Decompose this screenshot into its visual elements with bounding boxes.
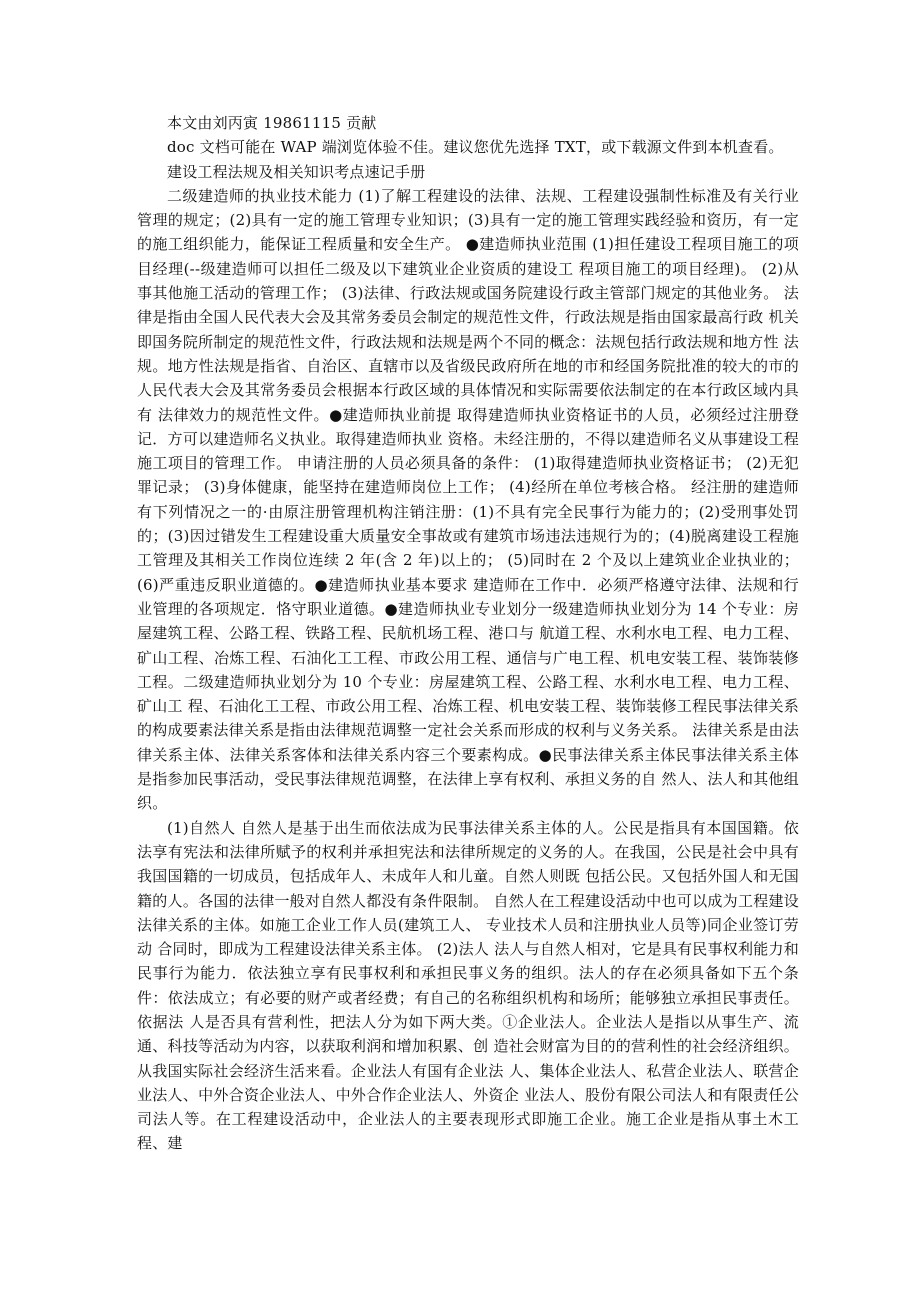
contributor-line: 本文由刘丙寅 19861115 贡献 bbox=[167, 114, 377, 132]
format-notice: doc 文档可能在 WAP 端浏览体验不佳。建议您优先选择 TXT，或下载源文件到本机查看。 bbox=[167, 138, 784, 157]
body-paragraph: 二级建造师的执业技术能力 (1)了解工程建设的法律、法规、工程建设强制性标准及有关行业管理的规定；(2)具有一定的施工管理专业知识；(3)具有一定的施工管理实践经验和资历，有一定的施工组织能力，能保证工程质量和安全生产。 ●建造师执业范围 (1)担任建设工程项目施工的项目经理(--级建造师可以担任二级及以下建筑业企业资质的建设工 程项目施工的项目经理)。 (2)从事其他施工活动的管理工作； (3)法律、行政法规或国务院建设行政主管部门规定的其他业务。 法律是指由全国人民代表大会及其常务委员会制定的规范性文件，行政法规是指由国家最高行政 机关即国务院所制定的规范性文件，行政法规和法规是两个不同的概念：法规包括行政法规和地方性 法规。地方性法规是指省、自治区、直辖市以及省级民政府所在地的市和经国务院批准的较大的市的人民代表大会及其常务委员会根据本行政区域的具体情况和实际需要依法制定的在本行政区域内具有 法律效力的规范性文件。●建造师执业前提 取得建造师执业资格证书的人员，必须经过注册登记．方可以建造师名义执业。取得建造师执业 资格。未经注册的，不得以建造师名义从事建设工程施工项目的管理工作。 申请注册的人员必须具备的条件： (1)取得建造师执业资格证书； (2)无犯罪记录； (3)身体健康，能坚持在建造师岗位上工作； (4)经所在单位考核合格。 经注册的建造师有下列情况之一的·由原注册管理机构注销注册：(1)不具有完全民事行为能力的；(2)受刑事处罚的；(3)因过错发生工程建设重大质量安全事故或有建筑市场违法违规行为的；(4)脱离建设工程施工管理及其相关工作岗位连续 2 年(含 2 年)以上的； (5)同时在 2 个及以上建筑业企业执业的； (6)严重违反职业道德的。●建造师执业基本要求 建造师在工作中．必须严格遵守法律、法规和行业管理的各项规定．恪守职业道德。●建造师执业专业划分一级建造师执业划分为 14 个专业：房屋建筑工程、公路工程、铁路工程、民航机场工程、港口与 航道工程、水利水电工程、电力工程、矿山工程、冶炼工程、石油化工工程、市政公用工程、通信与广电工程、机电安装工程、装饰装修工程。二级建造师执业划分为 10 个专业：房屋建筑工程、公路工程、水利水电工程、电力工程、矿山工 程、石油化工工程、市政公用工程、冶炼工程、机电安装工程、装饰装修工程民事法律关系的构成要素法律关系是指由法律规范调整一定社会关系而形成的权利与义务关系。 法律关系是由法律关系主体、法律关系客体和法律关系内容三个要素构成。●民事法律关系主体民事法律关系主体是指参加民事活动，受民事法律规范调整，在法律上享有权利、承担义务的自 然人、法人和其他组织。 bbox=[137, 186, 799, 813]
document-title: 建设工程法规及相关知识考点速记手册 bbox=[167, 162, 426, 181]
body-paragraph: (1)自然人 自然人是基于出生而依法成为民事法律关系主体的人。公民是指具有本国国籍。依法享有宪法和法律所赋予的权利并承担宪法和法律所规定的义务的人。在我国，公民是社会中具有我国国籍的一切成员，包括成年人、未成年人和儿童。自然人则既 包括公民。又包括外国人和无国籍的人。各国的法律一般对自然人都没有条件限制。 自然人在工程建设活动中也可以成为工程建设法律关系的主体。如施工企业工作人员(建筑工人、 专业技术人员和注册执业人员等)同企业签订劳动 合同时，即成为工程建设法律关系主体。 (2)法人 法人与自然人相对，它是具有民事权利能力和民事行为能力．依法独立享有民事权利和承担民事义务的组织。法人的存在必须具备如下五个条件：依法成立；有必要的财产或者经费；有自己的名称组织机构和场所；能够独立承担民事责任。依据法 人是否具有营利性，把法人分为如下两大类。①企业法人。企业法人是指以从事生产、流通、科技等活动为内容，以获取利润和增加积累、创 造社会财富为目的的营利性的社会经济组织。从我国实际社会经济生活来看。企业法人有国有企业法 人、集体企业法人、私营企业法人、联营企业法人、中外合资企业法人、中外合作企业法人、外资企 业法人、股份有限公司法人和有限责任公司法人等。在工程建设活动中，企业法人的主要表现形式即施工企业。施工企业是指从事土木工程、建 bbox=[137, 818, 799, 1153]
document-page bbox=[137, 111, 799, 1156]
